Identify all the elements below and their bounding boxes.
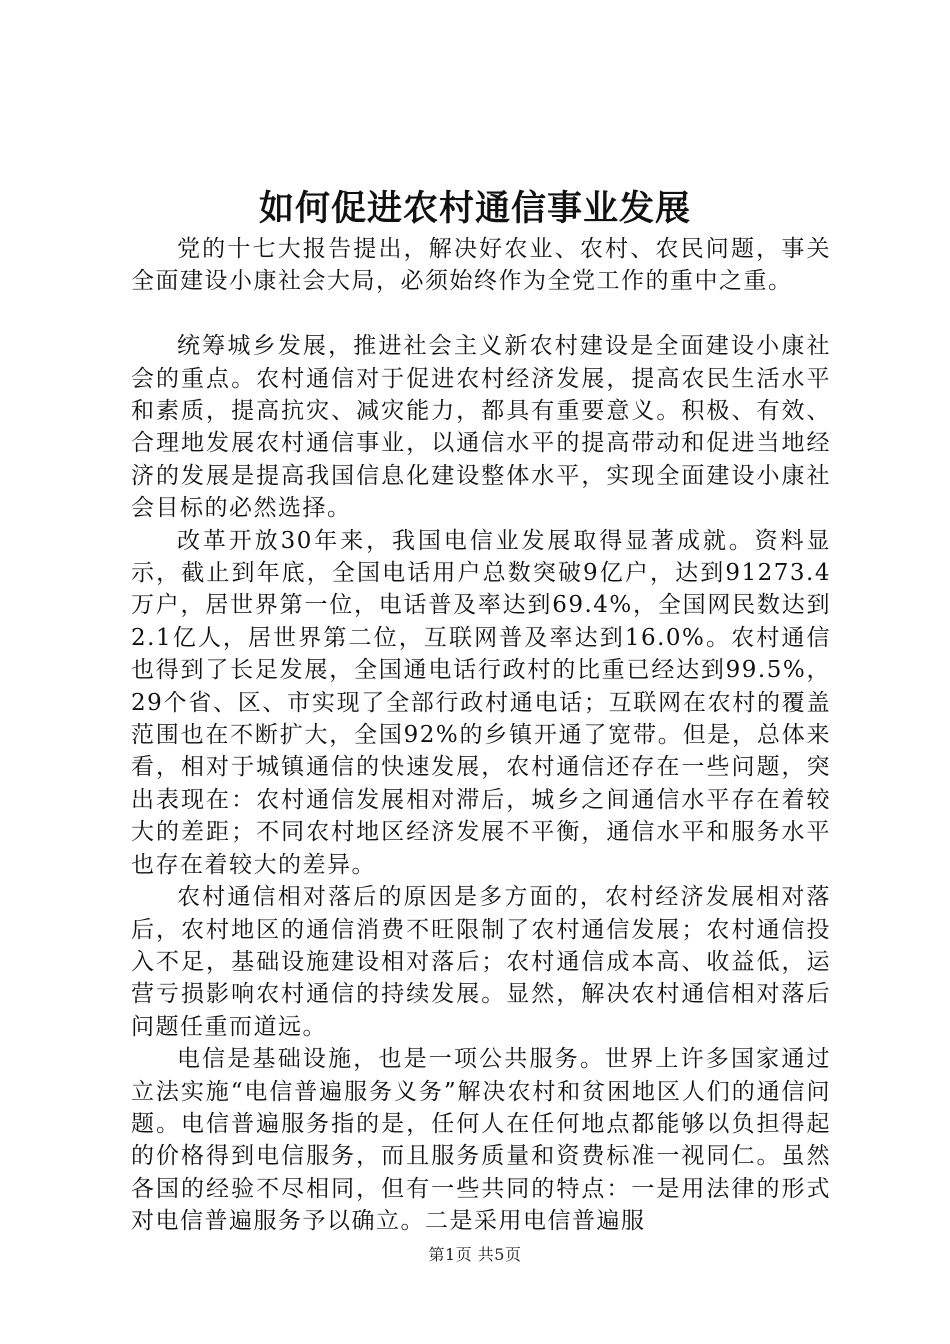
document-title: 如何促进农村通信事业发展 <box>258 188 691 229</box>
paragraph-4: 农村通信相对落后的原因是多方面的，农村经济发展相对落后，农村地区的通信消费不旺限制了农村通信发展；农村通信投入不足，基础设施建设相对落后；农村通信成本高、收益低，运营亏损影响农村通信的持续发展。显然，解决农村通信相对落后问题任重而道远。 <box>131 884 831 1040</box>
document-body <box>131 233 831 1238</box>
paragraph-5: 电信是基础设施，也是一项公共服务。世界上许多国家通过立法实施“电信普遍服务义务”解决农村和贫困地区人们的通信问题。电信普遍服务指的是，任何人在任何地点都能够以负担得起的价格得到电信服务，而且服务质量和资费标准一视同仁。虽然各国的经验不尽相同，但有一些共同的特点：一是用法律的形式对电信普遍服务予以确立。二是采用电信普遍服 <box>131 1046 831 1235</box>
paragraph-1: 党的十七大报告提出，解决好农业、农村、农民问题，事关全面建设小康社会大局，必须始终作为全党工作的重中之重。 <box>131 236 831 295</box>
paragraph-2: 统筹城乡发展，推进社会主义新农村建设是全面建设小康社会的重点。农村通信对于促进农村经济发展，提高农民生活水平和素质，提高抗灾、减灾能力，都具有重要意义。积极、有效、合理地发展农村通信事业，以通信水平的提高带动和促进当地经济的发展是提高我国信息化建设整体水平，实现全面建设小康社会目标的必然选择。 <box>131 333 831 522</box>
page-footer: 第1页 共5页 <box>428 1245 522 1264</box>
paragraph-3: 改革开放30年来，我国电信业发展取得显著成就。资料显示，截止到年底，全国电话用户总数突破9亿户，达到91273.4万户，居世界第一位，电话普及率达到69.4%，全国网民数达到2.1亿人，居世界第二位，互联网普及率达到16.0%。农村通信也得到了长足发展，全国通电话行政村的比重已经达到99.5%，29个省、区、市实现了全部行政村通电话；互联网在农村的覆盖范围也在不断扩大，全国92%的乡镇开通了宽带。但是，总体来看，相对于城镇通信的快速发展，农村通信还存在一些问题，突出表现在：农村通信发展相对滞后，城乡之间通信水平存在着较大的差距；不同农村地区经济发展不平衡，通信水平和服务水平也存在着较大的差异。 <box>131 527 831 878</box>
